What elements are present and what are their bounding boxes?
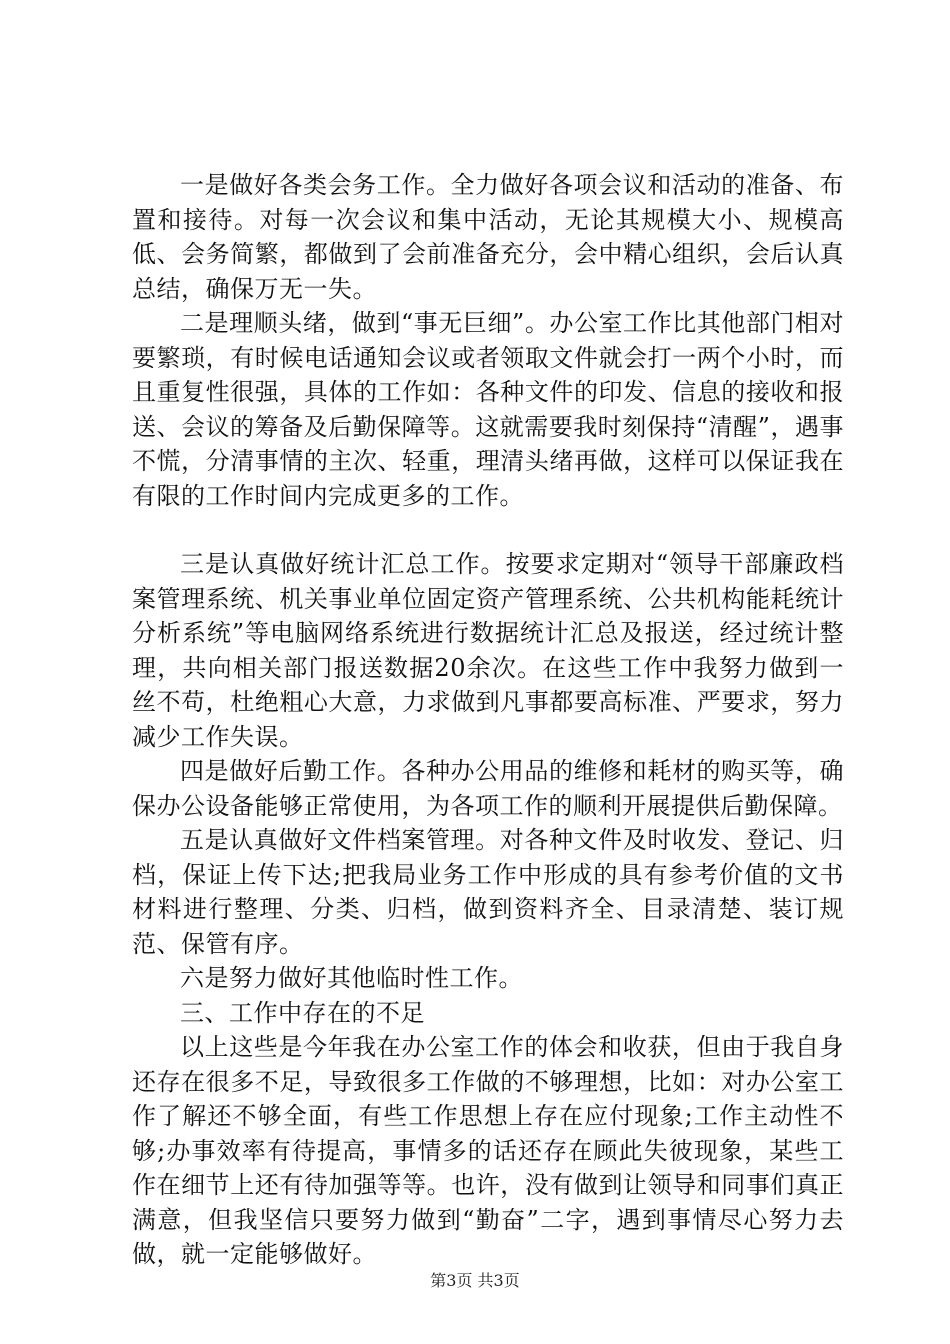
paragraph-temporary-work: 六是努力做好其他临时性工作。 (180, 964, 523, 992)
paragraph-archive-management: 五是认真做好文件档案管理。对各种文件及时收发、登记、归档，保证上传下达;把我局业务工作中形成的具有参考价值的文书材料进行整理、分类、归档，做到资料齐全、目录清楚、装订规范、保管有序。 (132, 826, 844, 958)
paragraph-statistics-work: 三是认真做好统计汇总工作。按要求定期对“领导干部廉政档案管理系统、机关事业单位固定资产管理系统、公共机构能耗统计分析系统”等电脑网络系统进行数据统计汇总及报送，经过统计整理，共向相关部门报送数据20余次。在这些工作中我努力做到一丝不苟，杜绝粗心大意，力求做到凡事都要高标准、严要求，努力减少工作失误。 (132, 550, 844, 751)
paragraph-meeting-work: 一是做好各类会务工作。全力做好各项会议和活动的准备、布置和接待。对每一次会议和集中活动，无论其规模大小、规模高低、会务简繁，都做到了会前准备充分，会中精心组织，会后认真总结，确保万无一失。 (132, 171, 844, 303)
page-number-footer: 第3页 共3页 (430, 1271, 520, 1290)
paragraph-logistics-work: 四是做好后勤工作。各种办公用品的维修和耗材的购买等，确保办公设备能够正常使用，为各项工作的顺利开展提供后勤保障。 (132, 757, 844, 820)
section-heading-shortcomings: 三、工作中存在的不足 (180, 998, 425, 1027)
paragraph-organize-tasks: 二是理顺头绪，做到“事无巨细”。办公室工作比其他部门相对要繁琐，有时候电话通知会议或者领取文件就会打一两个小时，而且重复性很强，具体的工作如：各种文件的印发、信息的接收和报送、会议的筹备及后勤保障等。这就需要我时刻保持“清醒”，遇事不慌，分清事情的主次、轻重，理清头绪再做，这样可以保证我在有限的工作时间内完成更多的工作。 (132, 309, 844, 510)
paragraph-shortcomings: 以上这些是今年我在办公室工作的体会和收获，但由于我自身还存在很多不足，导致很多工作做的不够理想，比如：对办公室工作了解还不够全面，有些工作思想上存在应付现象;工作主动性不够;办事效率有待提高，事情多的话还存在顾此失彼现象，某些工作在细节上还有待加强等等。也许，没有做到让领导和同事们真正满意，但我坚信只要努力做到“勤奋”二字，遇到事情尽心努力去做，就一定能够做好。 (132, 1033, 844, 1268)
document-body (132, 168, 844, 1272)
